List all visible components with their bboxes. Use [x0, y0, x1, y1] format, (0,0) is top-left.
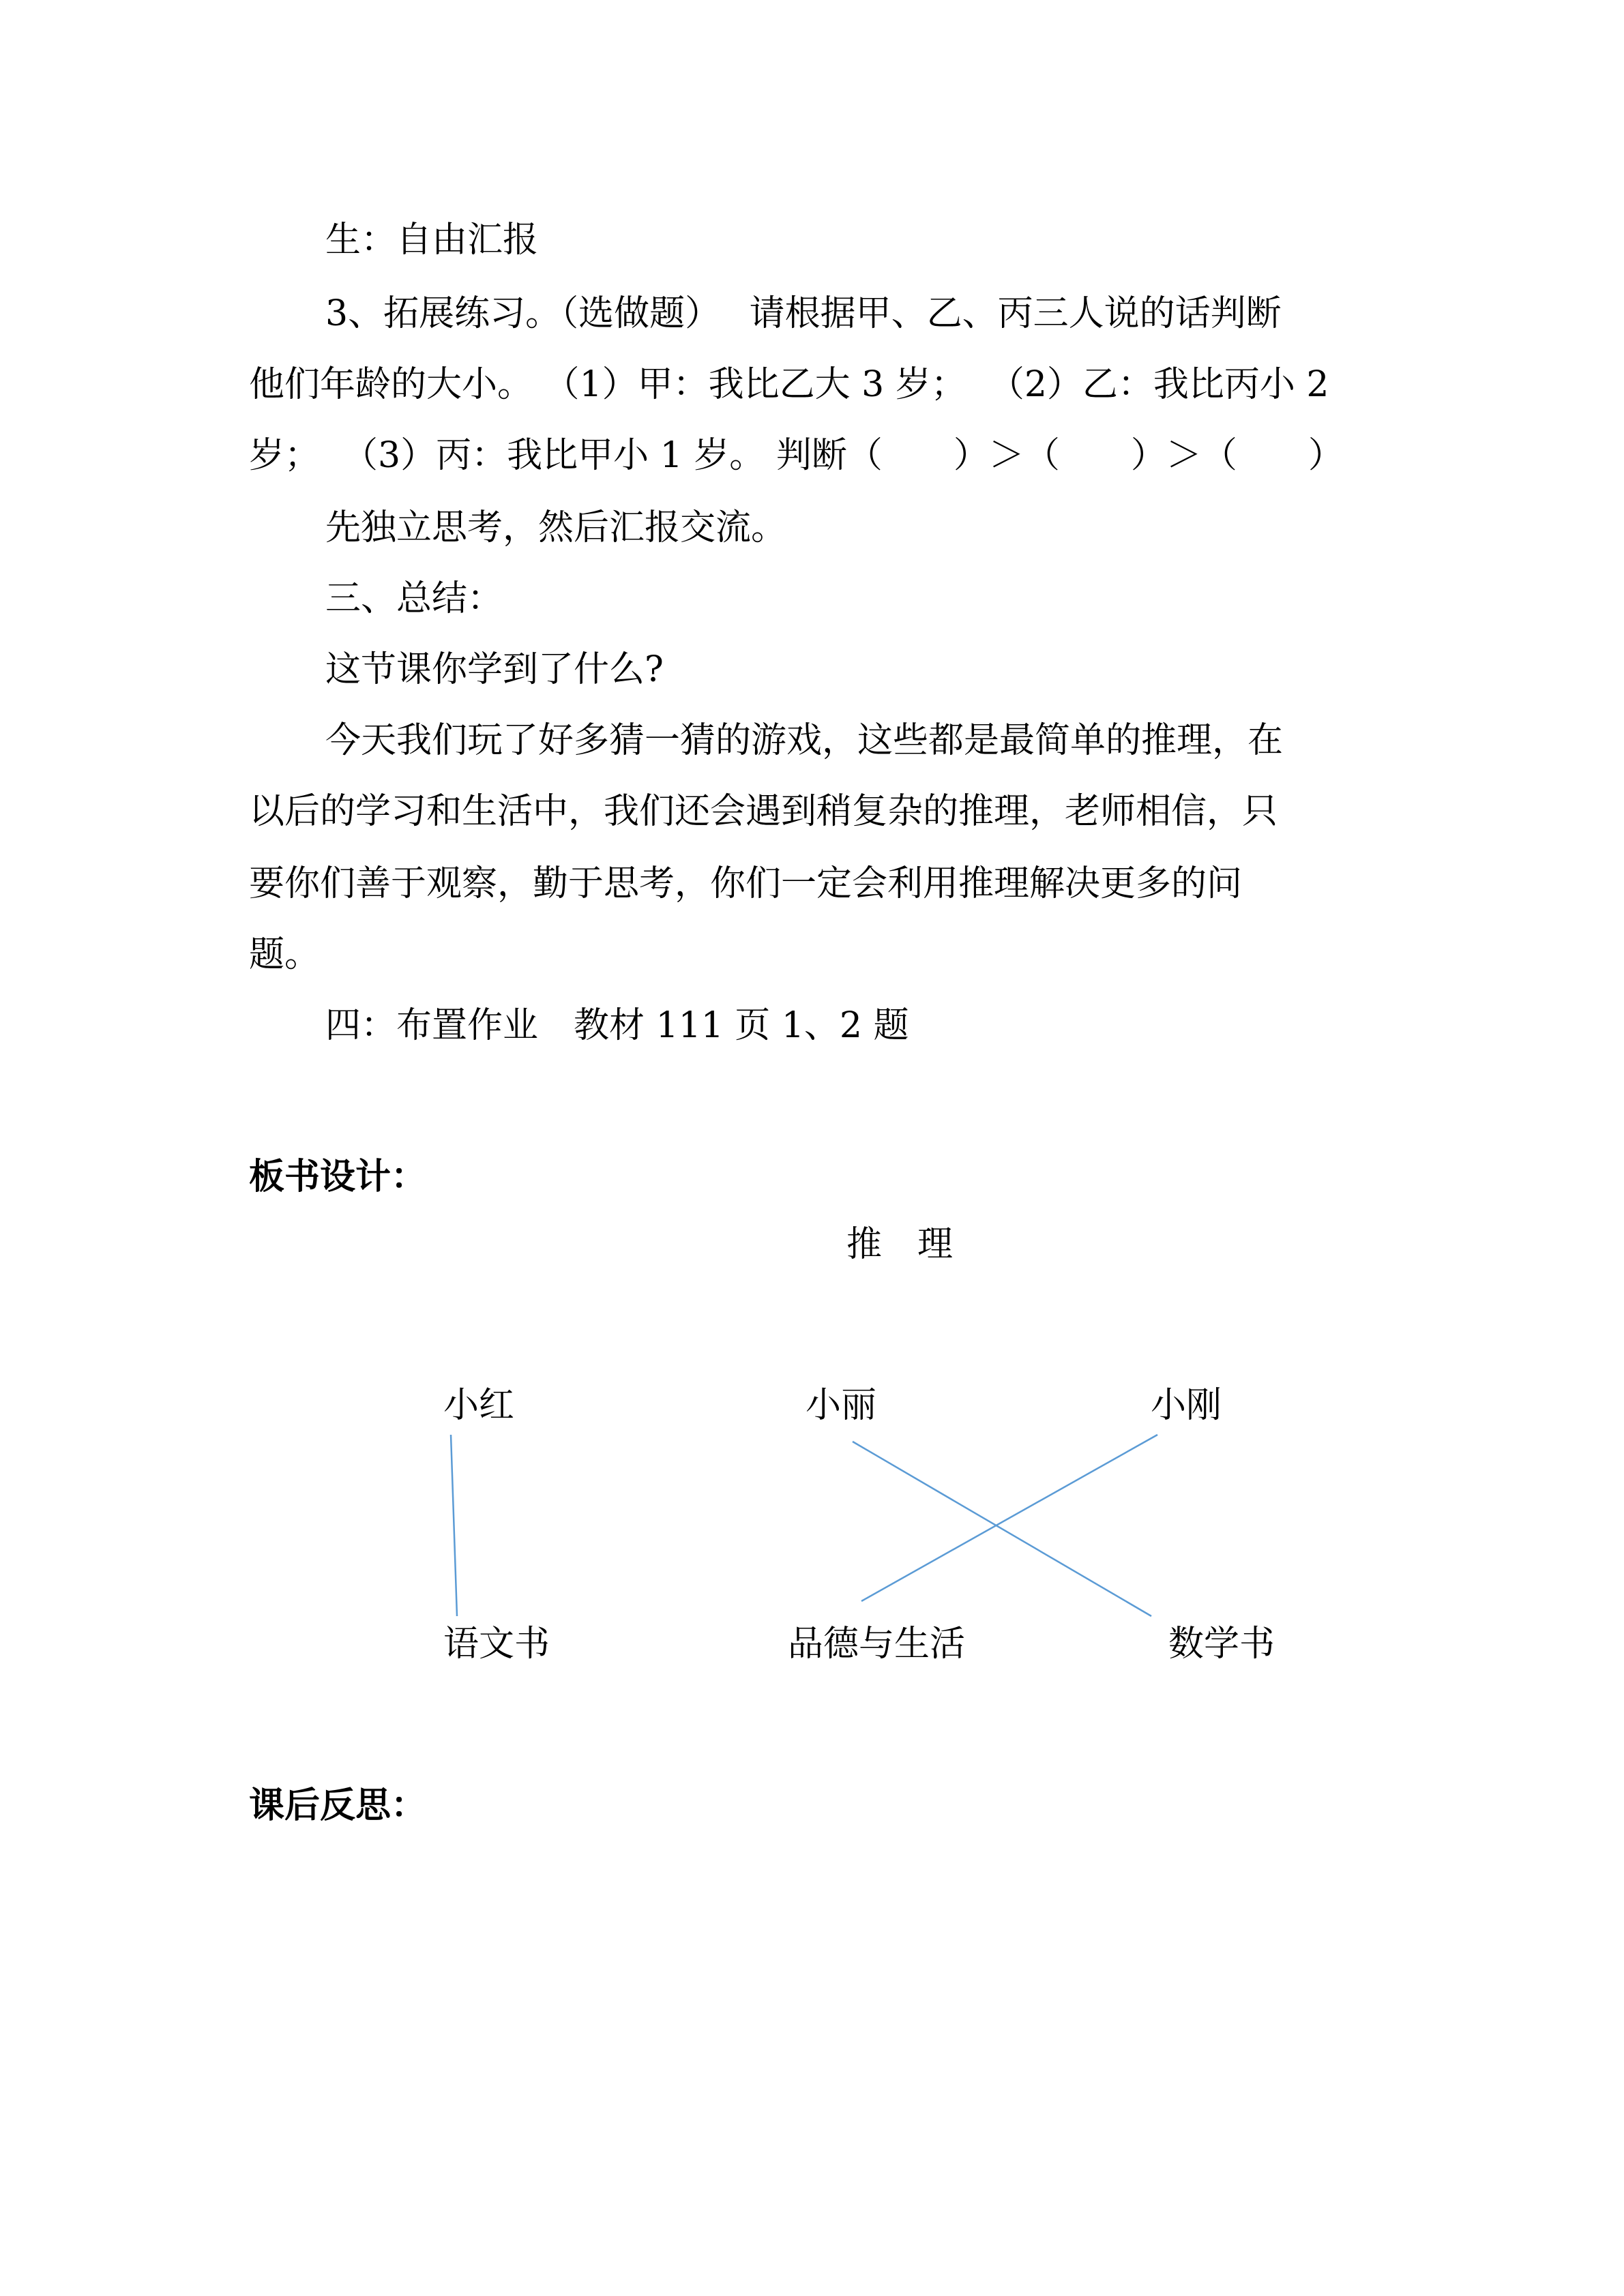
- section-heading: 三、总结：: [325, 578, 503, 619]
- text-line: 题。: [249, 934, 321, 975]
- section-heading: 四：布置作业 教材 111 页 1、2 题: [325, 1005, 909, 1046]
- board-title: 推 理: [846, 1224, 954, 1265]
- book-label: 数学书: [1168, 1624, 1275, 1665]
- board-design-heading: 板书设计：: [249, 1157, 427, 1197]
- text-line: 先独立思考，然后汇报交流。: [325, 507, 787, 548]
- person-label: 小刚: [1151, 1385, 1222, 1426]
- text-line: 这节课你学到了什么?: [325, 649, 664, 690]
- text-line: 岁； （3）丙：我比甲小 1 岁。 判断（ ）＞（ ）＞（ ）: [249, 435, 1344, 476]
- text-line: 他们年龄的大小。 （1）甲：我比乙大 3 岁； （2）乙：我比丙小 2: [249, 364, 1329, 405]
- link-xiaoli-math-book: [853, 1442, 1151, 1616]
- reflection-heading: 课后反思：: [249, 1785, 427, 1826]
- text-line: 以后的学习和生活中，我们还会遇到稍复杂的推理，老师相信，只: [249, 791, 1278, 832]
- person-label: 小丽: [806, 1385, 877, 1426]
- text-line: 生：自由汇报: [325, 220, 539, 260]
- text-line: 要你们善于观察，勤于思考，你们一定会利用推理解决更多的问: [249, 863, 1243, 904]
- text-line: 今天我们玩了好多猜一猜的游戏，这些都是最简单的推理，在: [325, 720, 1284, 761]
- link-xiaohong-chinese-book: [451, 1435, 457, 1616]
- book-label: 品德与生活: [788, 1624, 966, 1665]
- person-label: 小红: [443, 1385, 515, 1426]
- link-xiaogang-morality-book: [861, 1435, 1157, 1601]
- book-label: 语文书: [443, 1624, 550, 1665]
- text-line: 3、拓展练习。（选做题） 请根据甲、乙、丙三人说的话判断: [325, 293, 1282, 334]
